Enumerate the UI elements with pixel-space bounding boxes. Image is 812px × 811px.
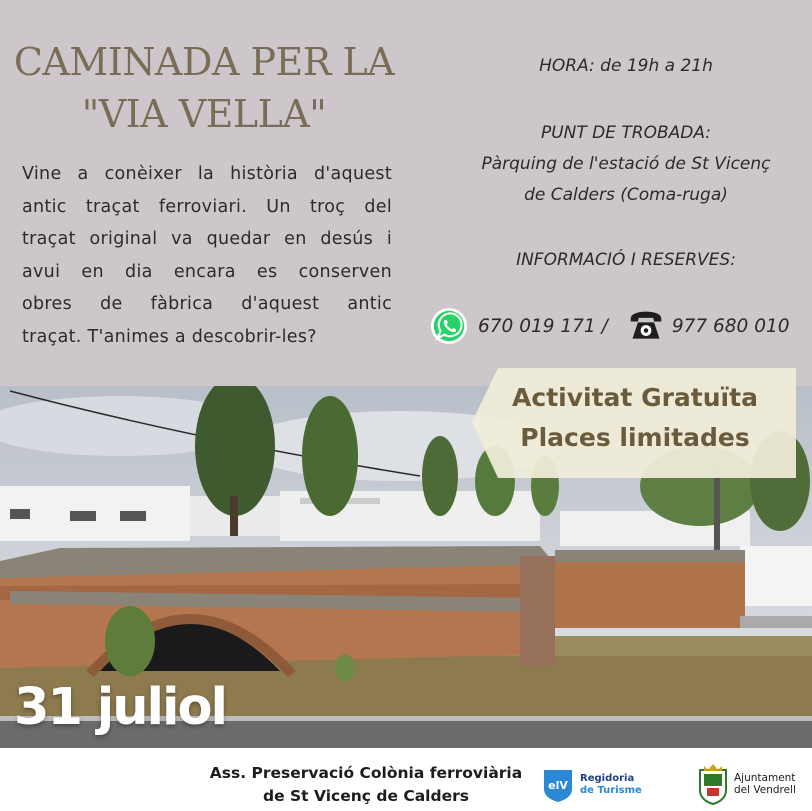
time-info: HORA: de 19h a 21h (539, 56, 713, 76)
meeting-point-line-1: Pàrquing de l'estació de St Vicenç (481, 154, 771, 174)
intro-line: avui en dia encara es conserven (22, 261, 392, 282)
intro-line: Vine a conèixer la història d'aquest (22, 164, 392, 184)
badge-line-1: Activitat Gratuïta (512, 383, 758, 412)
free-activity-badge (472, 368, 796, 478)
coat-of-arms-icon (694, 762, 732, 806)
meeting-point-label: PUNT DE TROBADA: (540, 123, 712, 143)
organizer-line-1: Ass. Preservació Colònia ferroviària (209, 764, 523, 782)
event-date: 31 juliol (14, 678, 226, 737)
city-council-logo (694, 762, 796, 806)
badge-line-2: Places limitades (520, 423, 750, 452)
tourism-line-1: Regidoria (580, 773, 635, 784)
reservations-label: INFORMACIÓ I RESERVES: (516, 250, 736, 270)
intro-paragraph (22, 158, 392, 353)
tourism-line-2: de Turisme (580, 785, 642, 796)
tourism-logo-text: elV (548, 779, 568, 792)
city-council-line-1: Ajuntament (734, 772, 796, 784)
footer (0, 748, 812, 811)
event-title (0, 36, 408, 140)
meeting-point-line-2: de Calders (Coma-ruga) (524, 185, 728, 205)
title-line-2: "VIA VELLA" (81, 92, 327, 136)
telephone-icon (628, 308, 664, 344)
intro-line: traçat. T'animes a descobrir-les? (22, 326, 317, 347)
intro-line: obres de fàbrica d'aquest antic (22, 294, 392, 314)
organizer-name (190, 762, 542, 808)
meeting-point (440, 118, 812, 211)
tourism-shield-icon (540, 767, 576, 803)
intro-line: traçat original va quedar en desús i (22, 229, 392, 249)
phone-contacts (430, 306, 790, 346)
city-council-line-2: del Vendrell (734, 784, 796, 796)
title-line-1: CAMINADA PER LA (13, 40, 395, 84)
tourism-logo (540, 767, 642, 803)
organizer-line-2: de St Vicenç de Calders (263, 787, 469, 805)
phone-number-landline[interactable]: 977 680 010 (671, 315, 790, 337)
whatsapp-icon (430, 307, 468, 345)
phone-number-whatsapp[interactable]: 670 019 171 / (478, 315, 608, 337)
intro-line: antic traçat ferroviari. Un troç del (22, 196, 392, 217)
